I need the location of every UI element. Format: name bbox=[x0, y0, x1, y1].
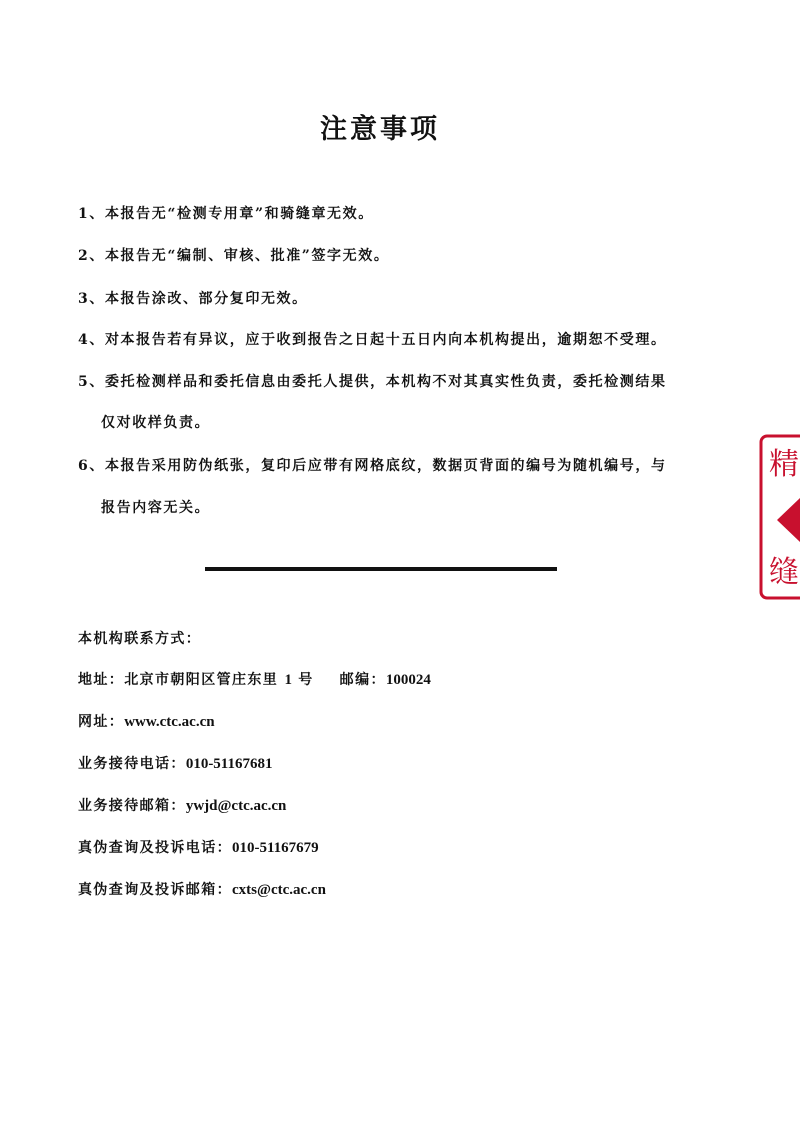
contact-service-email-row bbox=[78, 795, 286, 815]
notice-item-5-continued: 仅对收样负责。 bbox=[101, 415, 211, 431]
address-value: 北京市朝阳区管庄东里 bbox=[124, 672, 279, 688]
verify-phone-label: 真伪查询及投诉电话： bbox=[78, 840, 232, 856]
contact-verify-phone-row bbox=[78, 837, 319, 857]
service-phone-value: 010-51167681 bbox=[185, 756, 273, 772]
verify-phone-value: 010-51167679 bbox=[232, 840, 319, 856]
postcode-label: 邮编： bbox=[339, 672, 386, 688]
service-phone-label: 业务接待电话： bbox=[78, 756, 186, 772]
page-title: 注意事项 bbox=[320, 114, 440, 145]
verify-email-label: 真伪查询及投诉邮箱： bbox=[78, 882, 232, 898]
contact-service-phone-row bbox=[78, 753, 272, 773]
website-label: 网址： bbox=[78, 714, 125, 730]
notice-item-4: 4、对本报告若有异议，应于收到报告之日起十五日内向本机构提出，逾期恕不受理。 bbox=[78, 332, 667, 348]
contact-verify-email-row bbox=[78, 879, 326, 899]
address-suffix: 号 bbox=[298, 672, 314, 688]
notice-item-5: 5、委托检测样品和委托信息由委托人提供，本机构不对其真实性负责，委托检测结果 bbox=[78, 374, 667, 390]
notice-item-3: 3、本报告涂改、部分复印无效。 bbox=[78, 291, 308, 307]
postcode-value: 100024 bbox=[385, 672, 431, 688]
seam-seal-stamp bbox=[757, 432, 800, 602]
notice-item-2: 2、本报告无“编制、审核、批准”签字无效。 bbox=[78, 248, 390, 264]
notice-item-1: 1、本报告无“检测专用章”和骑缝章无效。 bbox=[78, 206, 374, 222]
seal-emblem-icon bbox=[777, 498, 800, 542]
seal-char-top: 精 bbox=[769, 447, 799, 482]
contact-address-row bbox=[78, 669, 431, 689]
website-link[interactable]: www.ctc.ac.cn bbox=[124, 714, 215, 730]
notice-item-6: 6、本报告采用防伪纸张，复印后应带有网格底纹，数据页背面的编号为随机编号，与 bbox=[78, 458, 667, 474]
address-label: 地址： bbox=[78, 672, 125, 688]
contact-website-row bbox=[78, 711, 215, 731]
address-number: 1 bbox=[284, 672, 292, 688]
notice-item-6-continued: 报告内容无关。 bbox=[101, 500, 211, 516]
section-divider bbox=[205, 567, 557, 571]
service-email-link[interactable]: ywjd@ctc.ac.cn bbox=[185, 798, 287, 814]
service-email-label: 业务接待邮箱： bbox=[78, 798, 186, 814]
seal-char-bottom: 缝 bbox=[769, 555, 799, 590]
contact-heading: 本机构联系方式： bbox=[78, 631, 202, 647]
verify-email-link[interactable]: cxts@ctc.ac.cn bbox=[232, 882, 326, 898]
